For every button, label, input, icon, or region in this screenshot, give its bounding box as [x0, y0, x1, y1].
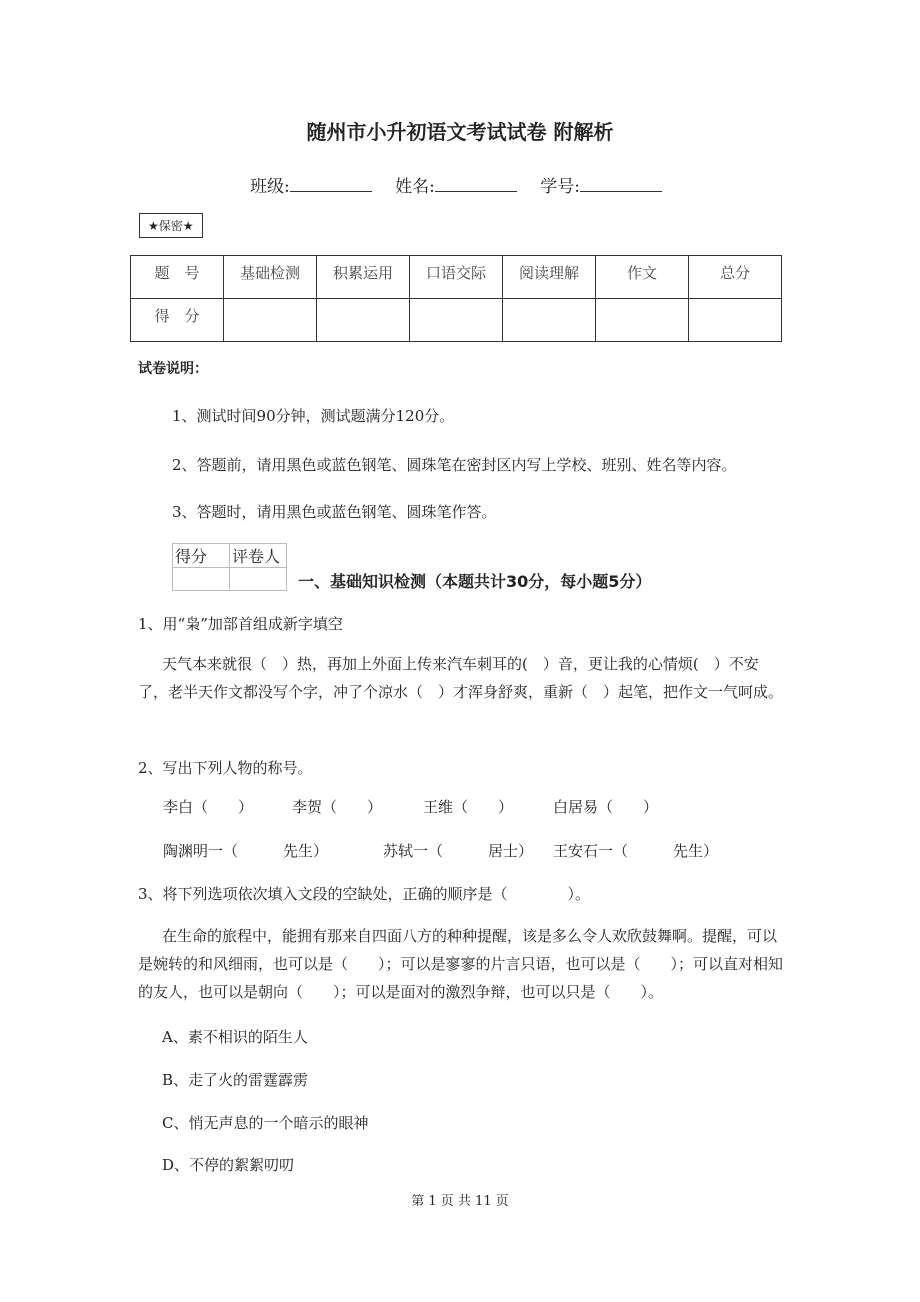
instruction-item: 2、答题前，请用黑色或蓝色钢笔、圆珠笔在密封区内写上学校、班别、姓名等内容。 [172, 456, 737, 474]
header-cell: 积累运用 [317, 256, 410, 299]
score-cell[interactable] [503, 299, 596, 342]
question-3-title: 3、将下列选项依次填入文段的空缺处，正确的顺序是（ ）。 [138, 885, 591, 903]
q2-item: 王维（ ） [423, 798, 514, 816]
score-cell[interactable] [410, 299, 503, 342]
grader-cell[interactable] [173, 568, 230, 591]
class-field[interactable] [290, 175, 372, 192]
section-heading: 一、基础知识检测（本题共计30分，每小题5分） [298, 572, 652, 591]
question-3-body: 在生命的旅程中，能拥有那来自四面八方的种种提醒，该是多么令人欢欣鼓舞啊。提醒，可以是婉转的和风细雨，也可以是（ ）；可以是寥寥的片言只语，也可以是（ ）；可以直对相知的友人，也可以是朝向（ ）；可以是面对的激烈争辩，也可以只是（ ）。 [138, 927, 784, 1001]
q2-item: 李白（ ） [163, 798, 254, 816]
score-cell[interactable] [689, 299, 782, 342]
option-c: C、悄无声息的一个暗示的眼神 [162, 1114, 369, 1132]
header-cell: 总分 [689, 256, 782, 299]
score-cell[interactable] [596, 299, 689, 342]
header-cell: 作文 [596, 256, 689, 299]
page-footer: 第 1 页 共 11 页 [411, 1194, 509, 1209]
instruction-item: 1、测试时间90分钟，测试题满分120分。 [172, 407, 455, 425]
score-label: 得 分 [131, 299, 224, 342]
q2-item: 苏轼一（ 居士） [383, 842, 534, 860]
question-1-title: 1、用“枭”加部首组成新字填空 [138, 615, 343, 633]
page-title: 随州市小升初语文考试试卷 附解析 [306, 120, 614, 144]
option-d: D、不停的絮絮叨叨 [162, 1156, 295, 1174]
question-2-title: 2、写出下列人物的称号。 [138, 759, 313, 777]
question-1-body: 天气本来就很（ ）热，再加上外面上传来汽车刺耳的( ）音，更让我的心情烦( ）不安了，老半天作文都没写个字，冲了个凉水（ ）才浑身舒爽，重新（ ）起笔，把作文一气呵成。 [138, 655, 784, 701]
class-label: 班级: [250, 177, 290, 197]
id-field[interactable] [580, 175, 662, 192]
header-cell: 题 号 [131, 256, 224, 299]
score-table [130, 255, 782, 342]
header-cell: 阅读理解 [503, 256, 596, 299]
instruction-item: 3、答题时，请用黑色或蓝色钢笔、圆珠笔作答。 [172, 503, 497, 521]
name-label: 姓名: [395, 177, 435, 197]
grader-header: 得分 [173, 544, 230, 568]
confidential-badge: ★保密★ [139, 213, 203, 238]
q2-item: 白居易（ ） [553, 798, 659, 816]
score-cell[interactable] [224, 299, 317, 342]
grader-header: 评卷人 [230, 544, 287, 568]
header-cell: 基础检测 [224, 256, 317, 299]
option-b: B、走了火的雷霆霹雳 [162, 1071, 309, 1089]
score-cell[interactable] [317, 299, 410, 342]
instructions-heading: 试卷说明： [138, 361, 208, 377]
option-a: A、素不相识的陌生人 [162, 1028, 308, 1046]
name-field[interactable] [435, 175, 517, 192]
student-info-fields [250, 172, 680, 197]
grader-table [172, 543, 287, 591]
q2-item: 王安石一（ 先生） [553, 842, 719, 860]
id-label: 学号: [540, 177, 581, 197]
q2-item: 陶渊明一（ 先生） [163, 842, 329, 860]
grader-cell[interactable] [230, 568, 287, 591]
header-cell: 口语交际 [410, 256, 503, 299]
q2-item: 李贺（ ） [292, 798, 383, 816]
